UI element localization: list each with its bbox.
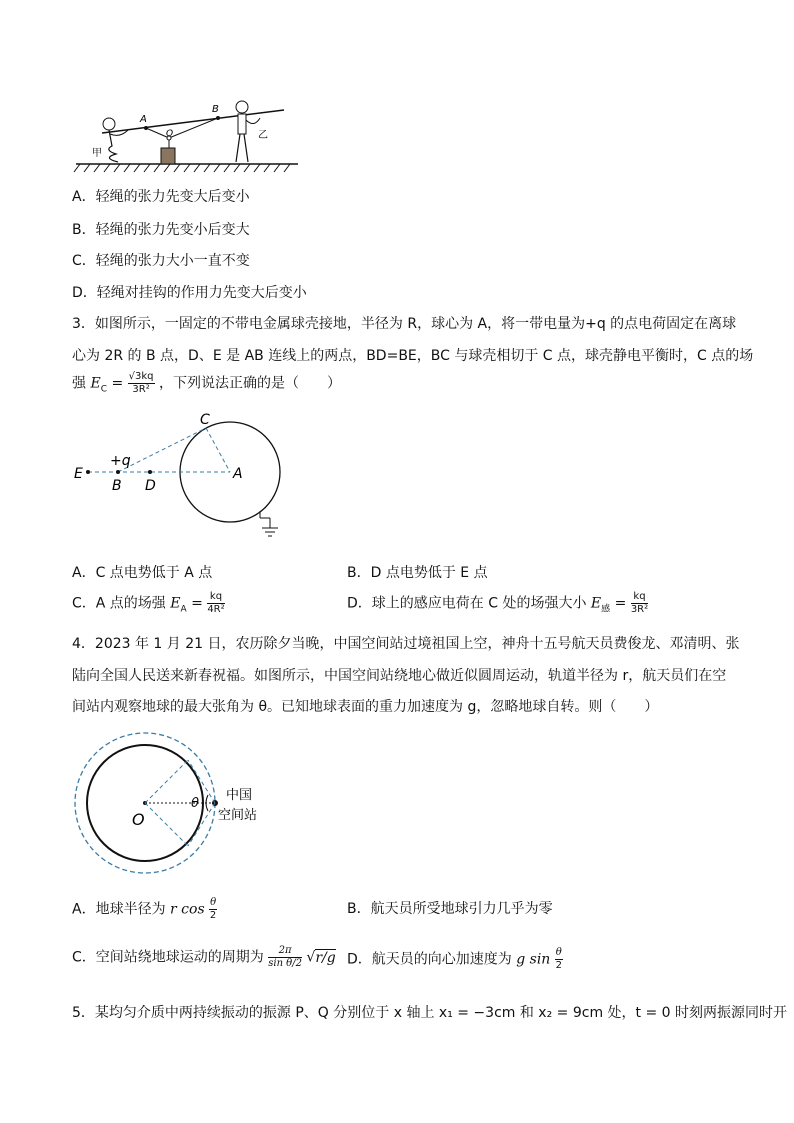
label-B: B [212,104,219,115]
label-station-1: 中国 [226,788,253,803]
q2-option-a: A．轻绳的张力先变大后变小 [72,189,250,205]
label-yi: 乙 [258,130,268,141]
label-station-2: 空间站 [218,808,258,823]
q4-option-a: A．地球半径为 r cos $\frac{\theta}{2}$ [72,897,217,921]
label-O: O [166,129,174,139]
label-charge: +q [110,453,131,469]
sphere-figure [70,410,290,550]
q3-stem-line3: 强 $E_C$ = $\frac{√3kq}{\text{3R²}}$ ，下列说法正确的是（ ） [72,371,341,395]
q4-stem-line1: 4．2023 年 1 月 21 日，农历除夕当晚，中国空间站过境祖国上空，神舟十五号航天员费俊龙、邓清明、张 [72,636,740,652]
q4-stem-line2: 陆向全国人民送来新春祝福。如图所示，中国空间站绕地心做近似圆周运动，轨道半径为 r，航天员们在空 [72,668,727,684]
q3-stem-line1: 3．如图所示，一固定的不带电金属球壳接地，半径为 R，球心为 A，将一带电量为+q 的点电荷固定在离球 [72,316,737,332]
q3-option-b: B．D 点电势低于 E 点 [347,565,488,581]
q2-option-d: D．轻绳对挂钩的作用力先变大后变小 [72,285,307,301]
label-D: D [145,478,156,494]
q3-stem-line2: 心为 2R 的 B 点，D、E 是 AB 连线上的两点，BD=BE，BC 与球壳相切于 C 点，球壳静电平衡时，C 点的场 [72,348,754,364]
q2-option-c: C．轻绳的张力大小一直不变 [72,253,250,269]
label-B-point: B [112,478,122,494]
q5-stem-line1: 5．某均匀介质中两持续振动的振源 P、Q 分别位于 x 轴上 x₁ = −3cm 和 x₂ = 9cm 处，t = 0 时刻两振源同时开 [72,1005,788,1021]
q4-stem-line3: 间站内观察地球的最大张角为 θ。已知地球表面的重力加速度为 g，忽略地球自转。则（ ） [72,699,659,715]
person-yi-head [236,101,248,113]
orbit-figure [70,725,290,895]
label-E: E [74,466,83,482]
q4-option-c: C．空间站绕地球运动的周期为 $\frac{2\pi}{\text{sin θ/2}}$ √r/g [72,945,336,969]
q3-option-a: A．C 点电势低于 A 点 [72,565,213,581]
label-A: A [140,114,147,125]
label-theta: θ [191,796,199,811]
label-jia: 甲 [92,148,102,159]
label-A-center: A [233,466,243,482]
q3-option-c: C．A 点的场强 $E_A$ = $\frac{kq}{\text{4R²}}$ [72,591,225,615]
q4-option-d: D．航天员的向心加速度为 g sin $\frac{\theta}{2}$ [347,947,562,971]
label-O-center: O [132,810,145,829]
q2-option-b: B．轻绳的张力先变小后变大 [72,222,250,238]
q3-option-d: D．球上的感应电荷在 C 处的场强大小 $E_感$ = $\frac{kq}{\text{3R²}}$ [347,591,649,615]
rope-figure [72,98,312,176]
label-C: C [200,412,210,428]
person-jia-head [103,118,115,130]
q4-option-b: B．航天员所受地球引力几乎为零 [347,901,553,917]
hanging-block [161,148,175,164]
